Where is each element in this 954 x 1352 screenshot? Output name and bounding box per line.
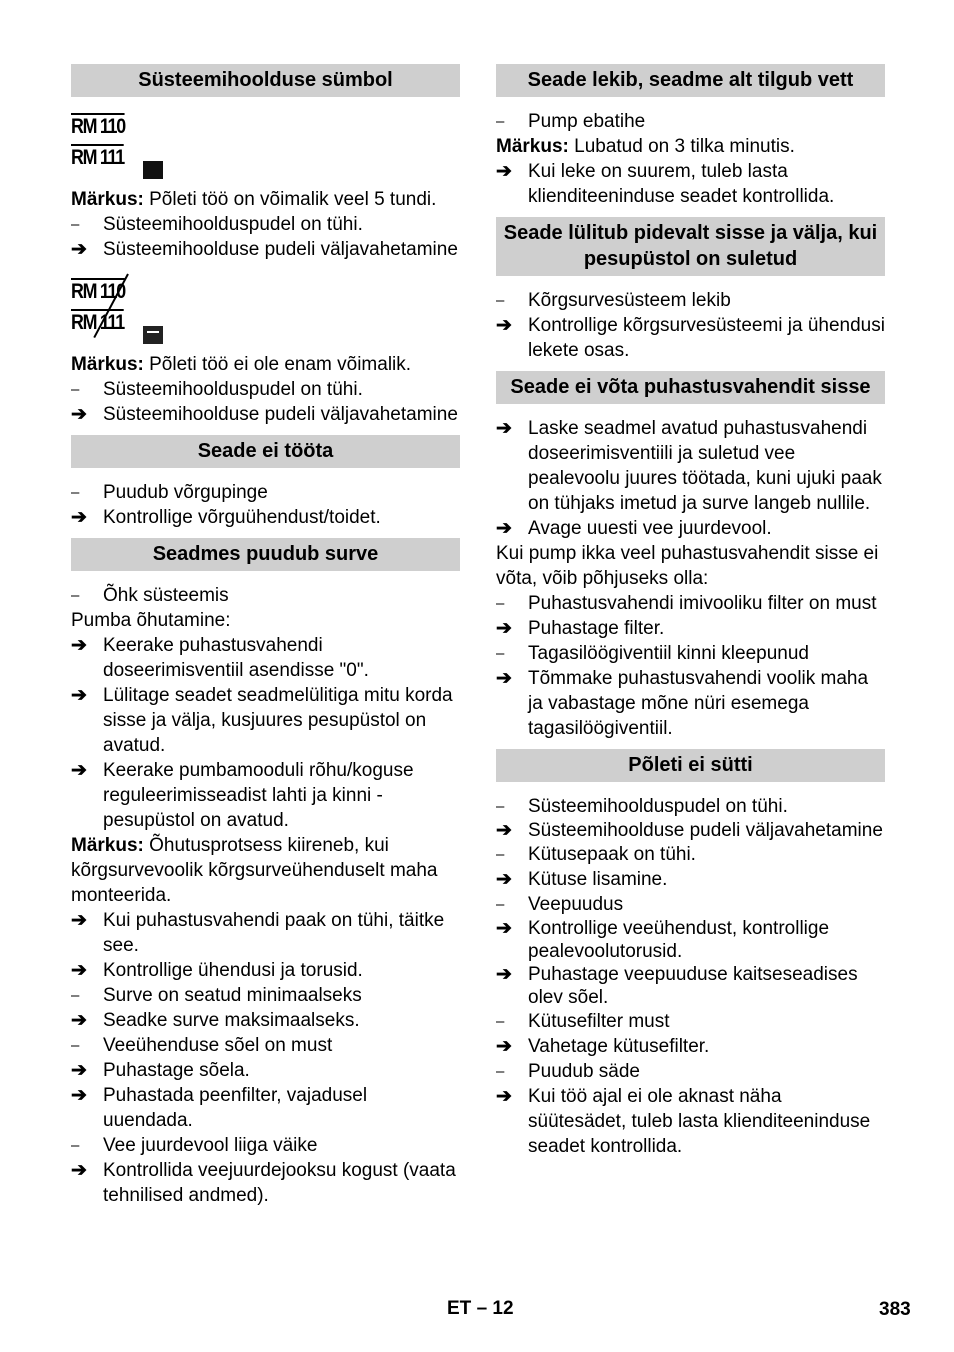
footer-page-number: 383 [879,1299,911,1320]
note [71,187,460,212]
symbol-label: RM 111 [71,146,124,169]
list-item: – Surve on seatud minimaalseks [71,985,362,1006]
dash-marker: – [496,645,505,662]
list-item: ➔ Kontrollige võrguühendust/toidet. [71,507,381,528]
list-item: ➔ Kui leke on suurem, tuleb lasta klienditeeninduse seadet kontrollida. [496,161,835,207]
maintenance-symbol-icon [71,278,460,348]
dash-marker: – [71,987,80,1004]
note-text: Õhutusprotsess kiireneb, kui kõrgsurvevoolik kõrgsurveühenduselt maha monteerida. [71,835,438,906]
note [71,833,460,908]
dash-marker: – [496,292,505,309]
list-item: ➔ Puhastage sõela. [71,1060,250,1081]
list-item: ➔ Keerake puhastusvahendi doseerimisventiil asendisse "0". [71,635,369,681]
arrow-marker: ➔ [496,964,512,985]
empty-indicator-icon [143,326,163,344]
arrow-marker: ➔ [496,418,512,439]
right-column [496,64,885,1159]
paragraph: Kui pump ikka veel puhastusvahendit sisse ei võta, võib põhjuseks olla: [496,543,879,589]
list-item: – Kõrgsurvesüsteem lekib [496,290,731,311]
list-item: – Süsteemihoolduspudel on tühi. [71,379,363,400]
dash-marker: – [71,381,80,398]
dash-marker: – [496,896,505,913]
paragraph: Pumba õhutamine: [71,610,231,631]
arrow-marker: ➔ [496,918,512,939]
list-item: – Veeühenduse sõel on must [71,1035,333,1056]
arrow-marker: ➔ [496,618,512,639]
symbol-label: RM 110 [71,115,125,138]
footer-local-page: – 12 [476,1298,514,1319]
list-item: – Veepuudus [496,894,624,915]
list-item: ➔ Vahetage kütusefilter. [496,1036,710,1057]
note [71,352,460,377]
dash-marker: – [71,1137,80,1154]
list-item: – Vee juurdevool liiga väike [71,1135,318,1156]
list-item: ➔ Kui töö ajal ei ole aknast näha süütesädet, tuleb lasta klienditeeninduse seadet kontrollida. [496,1086,871,1157]
section-heading: Seadmes puudub surve [71,538,460,571]
note-text: Põleti töö on võimalik veel 5 tundi. [143,189,437,210]
arrow-marker: ➔ [496,518,512,539]
list-item: ➔ Kontrollida veejuurdejooksu kogust (vaata tehnilised andmed). [71,1160,456,1206]
list-item: – Kütusefilter must [496,1011,670,1032]
dash-marker: – [71,216,80,233]
list-item: – Puudub võrgupinge [71,482,268,503]
arrow-marker: ➔ [71,760,87,781]
arrow-marker: ➔ [71,635,87,656]
list-item: ➔ Tõmmake puhastusvahendi voolik maha ja vabastage mõne nüri esemega tagasilöögiventiil. [496,668,869,739]
list-item: ➔ Lülitage seadet seadmelülitiga mitu korda sisse ja välja, kusjuures pesupüstol on avatud. [71,685,453,756]
list-item: – Süsteemihoolduspudel on tühi. [496,796,788,817]
list-item: ➔ Kütuse lisamine. [496,869,668,890]
list-item: – Süsteemihoolduspudel on tühi. [71,214,363,235]
section-heading: Seade ei võta puhastusvahendit sisse [496,371,885,404]
section-heading: Seade lekib, seadme alt tilgub vett [496,64,885,97]
list-item: ➔ Puhastage filter. [496,618,665,639]
list-item: ➔ Süsteemihoolduse pudeli väljavahetamine [71,404,458,425]
note-label: Märkus: [71,354,144,375]
list-item: ➔ Süsteemihoolduse pudeli väljavahetamine [496,820,883,841]
section-heading: Seade lülitub pidevalt sisse ja välja, kui pesupüstol on suletud [496,217,885,276]
dash-marker: – [496,1063,505,1080]
list-item: ➔ Puhastage veepuuduse kaitseseadises olev sõel. [496,964,858,1008]
list-item: ➔ Kui puhastusvahendi paak on tühi, täitke see. [71,910,445,956]
symbol-label: RM 111 [71,311,124,334]
arrow-marker: ➔ [496,161,512,182]
arrow-marker: ➔ [71,507,87,528]
indicator-icon [143,161,163,179]
section-heading: Süsteemihoolduse sümbol [71,64,460,97]
arrow-marker: ➔ [496,1036,512,1057]
footer-language-page [447,1296,514,1321]
dash-marker: – [71,587,80,604]
list-item: ➔ Seadke surve maksimaalseks. [71,1010,360,1031]
dash-marker: – [496,595,505,612]
section-heading: Seade ei tööta [71,435,460,468]
list-item: ➔ Kontrollige ühendusi ja torusid. [71,960,363,981]
note-label: Märkus: [496,136,569,157]
arrow-marker: ➔ [71,404,87,425]
list-item: – Puhastusvahendi imivooliku filter on must [496,593,877,614]
arrow-marker: ➔ [496,820,512,841]
list-item: ➔ Süsteemihoolduse pudeli väljavahetamine [71,239,458,260]
dash-marker: – [71,1037,80,1054]
arrow-marker: ➔ [71,1060,87,1081]
list-item: ➔ Laske seadmel avatud puhastusvahendi doseerimisventiili ja suletud vee pealevoolu juures töötada, kuni ujuki paak on tühjaks imetud ja surve langeb nullile. [496,418,882,514]
list-item: – Kütusepaak on tühi. [496,844,696,865]
dash-marker: – [71,484,80,501]
list-item: – Pump ebatihe [496,111,646,132]
note [496,134,885,159]
dash-marker: – [496,113,505,130]
maintenance-symbol-icon [71,113,460,183]
symbol-label: RM 110 [71,280,125,303]
list-item: ➔ Kontrollige kõrgsurvesüsteemi ja ühendusi lekete osas. [496,315,885,361]
list-item: – Tagasilöögiventiil kinni kleepunud [496,643,809,664]
note-text: Põleti töö ei ole enam võimalik. [143,354,412,375]
list-item: ➔ Kontrollige veeühendust, kontrollige pealevoolutorusid. [496,918,830,962]
arrow-marker: ➔ [71,960,87,981]
list-item: ➔ Puhastada peenfilter, vajadusel uuendada. [71,1085,368,1131]
dash-marker: – [496,798,505,815]
arrow-marker: ➔ [71,910,87,931]
list-item: ➔ Avage uuesti vee juurdevool. [496,518,772,539]
arrow-marker: ➔ [496,668,512,689]
footer-language: ET [447,1298,472,1319]
arrow-marker: ➔ [71,685,87,706]
arrow-marker: ➔ [496,869,512,890]
note-text: Lubatud on 3 tilka minutis. [568,136,795,157]
arrow-marker: ➔ [71,1010,87,1031]
dash-marker: – [496,1013,505,1030]
arrow-marker: ➔ [71,239,87,260]
list-item: – Puudub säde [496,1061,640,1082]
arrow-marker: ➔ [71,1085,87,1106]
left-column [71,64,460,1208]
note-label: Märkus: [71,835,144,856]
arrow-marker: ➔ [496,1086,512,1107]
list-item: ➔ Keerake pumbamooduli rõhu/koguse reguleerimisseadist lahti ja kinni - pesupüstol on avatud. [71,760,414,831]
section-heading: Põleti ei sütti [496,749,885,782]
arrow-marker: ➔ [496,315,512,336]
list-item: – Õhk süsteemis [71,585,229,606]
arrow-marker: ➔ [71,1160,87,1181]
note-label: Märkus: [71,189,144,210]
dash-marker: – [496,846,505,863]
